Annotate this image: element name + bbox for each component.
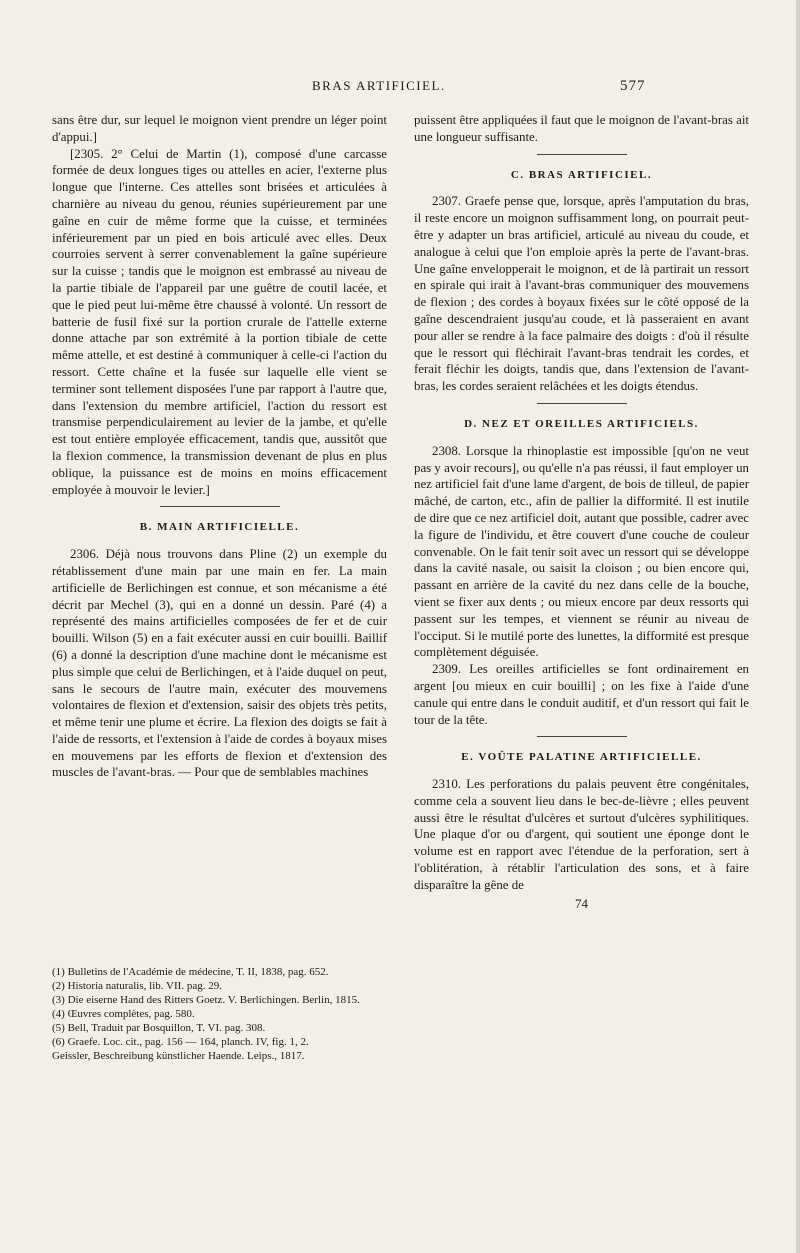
footnote: (6) Graefe. Loc. cit., pag. 156 — 164, planch. IV, fig. 1, 2. xyxy=(52,1036,309,1048)
paragraph-2310: 2310. Les perforations du palais peuvent être congénitales, comme cela a souvent lieu dans le bec-de-lièvre ; elles peuvent aussi être le résultat d'ulcères et surtout d'ulcères syphilitiques. Une plaque d'or ou d'argent, qui soutient une éponge dont le volume est en rapport avec l'étendue de la perforation, sert à l'oblitération, à rétablir l'articulation des sons, et à faire disparaître la gêne de xyxy=(414,777,749,892)
paragraph-2308: 2308. Lorsque la rhinoplastie est impossible [qu'on ne veut pas y avoir recours], ou qu'elle n'a pas réussi, il faut employer un nez artificiel fait d'une lame d'argent, de bois de tilleul, de papier mâché, de carton, etc., afin de pallier la difformité. Il est inutile de dire que ce nez artificiel doit, autant que possible, cadrer avec la figure de l'individu, et être couvert d'une couche de couleur convenable. On le fait tenir soit avec un ressort qui se développe dans la cavité nasale, ou saisit la cloison ; ou bien encore qui, passant en arrière de la cavité du nez dans celle de la bouche, vient se fixer aux dents ; ou mieux encore par deux ressorts qui passent sur les tempes, et viennent se réunir au niveau de l'occiput. Si le mutilé porte des lunettes, la difformité est presque complètement déguisée. xyxy=(414,443,750,660)
paragraph-2309: 2309. Les oreilles artificielles se font ordinairement en argent [ou mieux en cuir bouilli] ; on les fixe à l'aide d'une canule qui entre dans le conduit auditif, et d'un ressort qui fait le tour de la tête. xyxy=(414,662,749,727)
section-heading-bras-artificiel: C. BRAS ARTIFICIEL. xyxy=(510,168,653,181)
footnote: (4) Œuvres complètes, pag. 580. xyxy=(52,1008,195,1020)
section-divider xyxy=(537,154,627,155)
page-number: 577 xyxy=(620,78,646,94)
paragraph-2306: 2306. Déjà nous trouvons dans Pline (2) un exemple du rétablissement d'une main par une main en fer. La main artificielle de Berlichingen est connue, et son mécanisme a été décrit par Mechel (3), qui en a donné un dessin. Paré (4) a représenté des mains artificielles composées de fer et de cuir bouilli. Wilson (5) en a fait exécuter aussi en cuir bouilli. Baillif (6) a donné la description d'une machine dont le mécanisme est plus simple que celui de Berlichingen, et à l'aide duquel on peut, sans le secours de l'autre main, exécuter des mouvemens volontaires de flexion et d'extension, saisir des objets très petits, et même tenir une plume et écrire. La flexion des doigts se fait à l'aide de ressorts, et l'extension à l'aide de cordes à boyaux mises en mouvemens par les efforts de flexion et d'extension des muscles de l'avant-bras. — Pour que de semblables machines xyxy=(52,547,387,780)
footnote: (2) Historia naturalis, lib. VII. pag. 29. xyxy=(52,980,222,992)
section-heading-voute-palatine: E. VOÛTE PALATINE ARTIFICIELLE. xyxy=(461,751,702,764)
running-header xyxy=(0,78,800,98)
running-title: BRAS ARTIFICIEL. xyxy=(312,78,446,93)
section-divider xyxy=(537,736,627,737)
left-column xyxy=(52,112,387,781)
paragraph: puissent être appliquées il faut que le moignon de l'avant-bras ait une longueur suffisante. xyxy=(414,113,749,144)
footnote: (1) Bulletins de l'Académie de médecine, T. II, 1838, pag. 652. xyxy=(52,966,329,978)
section-heading-nez-oreilles: D. NEZ ET OREILLES ARTIFICIELS. xyxy=(464,417,699,430)
footnotes xyxy=(52,965,387,1063)
section-divider xyxy=(537,403,627,404)
section-divider xyxy=(160,506,280,507)
signature-mark: 74 xyxy=(575,896,588,911)
footnote: (5) Bell, Traduit par Bosquillon, T. VI. pag. 308. xyxy=(52,1022,266,1034)
section-heading-main-artificielle: B. MAIN ARTIFICIELLE. xyxy=(139,521,300,534)
page-edge xyxy=(796,0,800,1253)
paragraph-2305: [2305. 2° Celui de Martin (1), composé d'une carcasse formée de deux longues tiges ou attelles en acier, l'externe plus longue que l'interne. Ces attelles sont brisées et articulées à charnière au niveau du genou, réunies supérieurement par une gaîne en cuir de même forme que la cuisse, et terminées inférieurement par un pied en bois articulé avec elles. Deux courroies servent à serrer convenablement la gaîne supérieure sur la cuisse ; tandis que le moignon est embrassé au niveau de la partie tibiale de l'appareil par une guêtre de coutil lacée, et que le pied peut lui-même être chaussé à volonté. Un ressort de batterie de fusil fixé sur la portion crurale de l'attelle externe donne attache par son extrémité à la portion tibiale de cette même attelle, et est destiné à communiquer à celle-ci l'action du ressort. Cette chaîne et la fusée sur laquelle elle vient se terminer sont tellement disposées l'une par rapport à l'autre que, dans l'extension du membre artificiel, l'action du ressort est transmise perpendiculairement au levier de la jambe, et qu'elle est tout entière employée efficacement, tandis que, aussitôt que la flexion commence, la transmission devenant de plus en plus oblique, la puissance est de moins en moins efficacement employée à mouvoir le levier.] xyxy=(52,146,387,497)
paragraph-2307: 2307. Graefe pense que, lorsque, après l'amputation du bras, il reste encore un moignon suffisamment long, on pourrait peut-être y adapter un bras artificiel, articulé au niveau du coude, et analogue à celui que l'on emploie après la perte de l'avant-bras. Une gaîne envelopperait le moignon, et de là partirait un ressort en spirale qui irait à l'avant-bras communiquer des mouvemens de flexion ; des cordes à boyaux fixées sur le côté opposé de la gaîne descendraient jusqu'au coude, et là passeraient en avant pour aller se rendre à la face palmaire des doigts : d'où il résulte que le ressort qui fléchirait l'avant-bras tendrait les cordes, et ferait fléchir les doigts, tandis que, dans l'extension de l'avant-bras, les cordes seraient relâchées et les doigts étendus. xyxy=(414,194,749,394)
footnote: Geissler, Beschreibung künstlicher Haende. Leips., 1817. xyxy=(52,1050,305,1062)
right-column xyxy=(414,112,749,912)
footnote: (3) Die eiserne Hand des Ritters Goetz. V. Berlichingen. Berlin, 1815. xyxy=(52,994,360,1006)
paragraph: sans être dur, sur lequel le moignon vient prendre un léger point d'appui.] xyxy=(52,113,387,144)
